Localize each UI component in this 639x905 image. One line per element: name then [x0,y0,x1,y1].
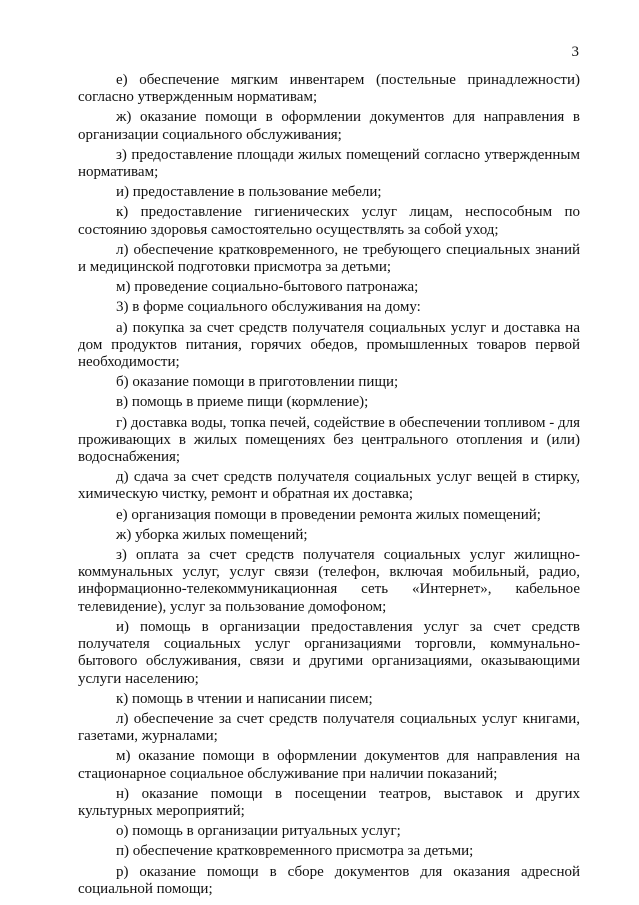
list-item: л) обеспечение за счет средств получателя социальных услуг книгами, газетами, журналами; [78,710,580,745]
list-item: в) помощь в приеме пищи (кормление); [116,394,369,411]
list-item: б) оказание помощи в приготовлении пищи; [116,374,399,391]
list-item: и) помощь в организации предоставления услуг за счет средств получателя социальных услуг организациями торговли, коммунально-бытового обслуживания, связи и другими организациями, оказывающими услуги населению; [78,618,580,687]
list-item: м) оказание помощи в оформлении документов для направления на стационарное социальное обслуживание при наличии показаний; [78,748,580,782]
list-item: м) проведение социально-бытового патронажа; [116,279,419,296]
list-item: з) оплата за счет средств получателя социальных услуг жилищно-коммунальных услуг, услуг связи (телефон, включая мобильный, радио, информационно-телекоммуникационная сеть «Интернет», кабельное телевидение), услуг за пользование домофоном; [78,547,580,615]
list-item: о) помощь в организации ритуальных услуг; [116,823,401,840]
document-body [78,72,580,901]
page-number: 3 [571,44,579,60]
list-item: ж) оказание помощи в оформлении документов для направления в организации социального обслуживания; [78,109,580,143]
list-item: е) организация помощи в проведении ремонта жилых помещений; [116,506,541,523]
list-item: л) обеспечение кратковременного, не требующего специальных знаний и медицинской подготовки присмотра за детьми; [78,241,580,276]
list-item: р) оказание помощи в сборе документов для оказания адресной социальной помощи; [78,863,580,897]
list-item: д) сдача за счет средств получателя социальных услуг вещей в стирку, химическую чистку, ремонт и обратная их доставка; [78,469,580,503]
list-item: к) предоставление гигиенических услуг лицам, неспособным по состоянию здоровья самостоятельно осуществлять за собой уход; [78,204,580,238]
list-item: е) обеспечение мягким инвентарем (постельные принадлежности) согласно утвержденным нормативам; [78,72,580,106]
list-item: к) помощь в чтении и написании писем; [116,690,373,707]
list-item: и) предоставление в пользование мебели; [116,184,382,201]
section-heading: 3) в форме социального обслуживания на дому: [116,299,421,316]
list-item: з) предоставление площади жилых помещений согласно утвержденным нормативам; [78,146,580,181]
list-item: г) доставка воды, топка печей, содействие в обеспечении топливом - для проживающих в жилых помещениях без центрального отопления и (или) водоснабжения; [78,414,580,466]
list-item: п) обеспечение кратковременного присмотра за детьми; [116,843,474,860]
list-item: н) оказание помощи в посещении театров, выставок и других культурных мероприятий; [78,785,580,819]
list-item: ж) уборка жилых помещений; [116,526,308,543]
list-item: а) покупка за счет средств получателя социальных услуг и доставка на дом продуктов питания, горячих обедов, промышленных товаров первой необходимости; [78,319,580,371]
